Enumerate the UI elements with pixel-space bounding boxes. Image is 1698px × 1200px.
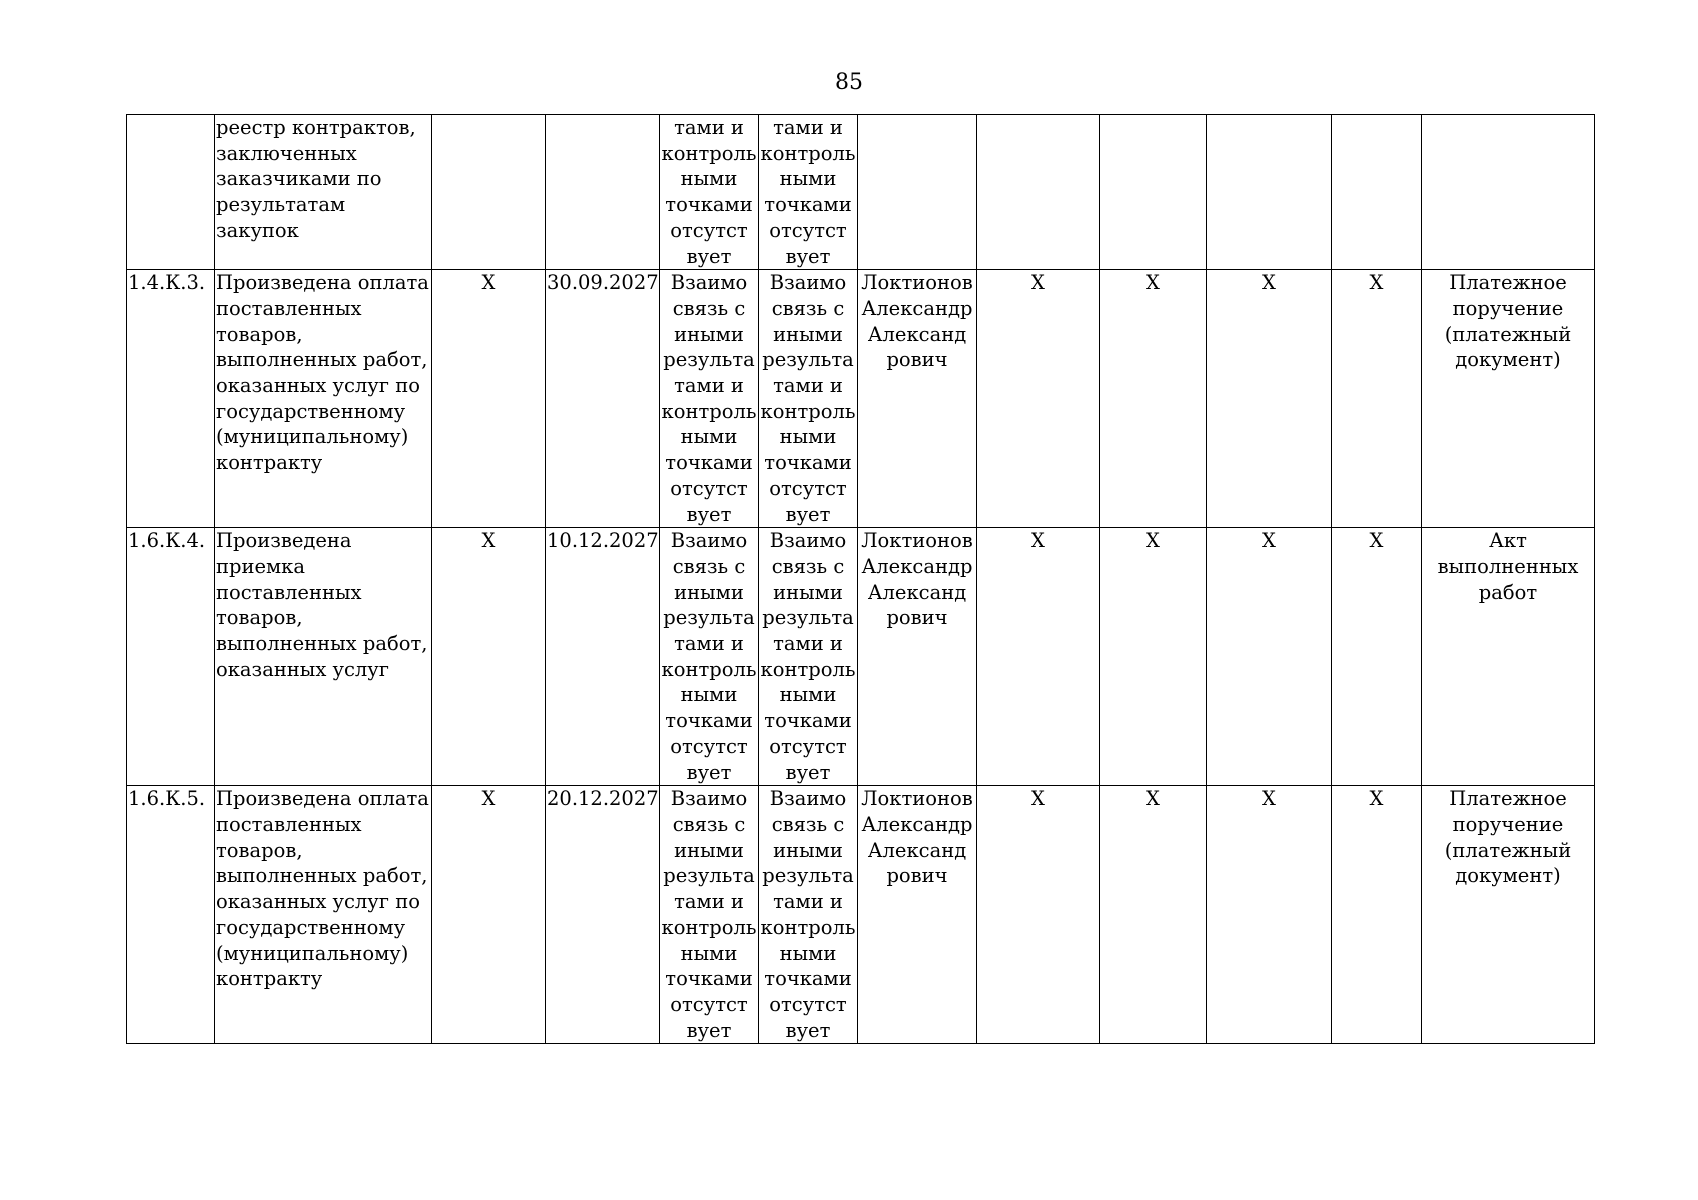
cell-col11: Х xyxy=(1332,786,1422,1044)
cell-col11: Х xyxy=(1332,270,1422,528)
cell-name: Произведена приемка поставленных товаров, выполненных работ, оказанных услуг xyxy=(215,528,432,786)
cell-col10: Х xyxy=(1207,786,1332,1044)
cell-col10: Х xyxy=(1207,270,1332,528)
cell-col8: Х xyxy=(977,528,1100,786)
cell-responsible xyxy=(858,115,977,270)
cell-name: реестр контрактов, заключенных заказчиками по результатам закупок xyxy=(215,115,432,270)
cell-end: 30.09.2027 xyxy=(546,270,660,528)
cell-end: 20.12.2027 xyxy=(546,786,660,1044)
cell-code xyxy=(127,115,215,270)
cell-link-next: Взаимо связь с иными результа тами и контроль ными точками отсутст вует xyxy=(759,270,858,528)
cell-name: Произведена оплата поставленных товаров, выполненных работ, оказанных услуг по государственному (муниципальному) контракту xyxy=(215,786,432,1044)
cell-link-prev: тами и контроль ными точками отсутст вует xyxy=(660,115,759,270)
cell-link-next: Взаимо связь с иными результа тами и контроль ными точками отсутст вует xyxy=(759,528,858,786)
cell-col8: Х xyxy=(977,786,1100,1044)
cell-col9: Х xyxy=(1100,270,1207,528)
cell-end: 10.12.2027 xyxy=(546,528,660,786)
cell-col9: Х xyxy=(1100,528,1207,786)
control-points-table xyxy=(126,114,1595,1044)
cell-col8: Х xyxy=(977,270,1100,528)
cell-col9 xyxy=(1100,115,1207,270)
table-row xyxy=(127,786,1595,1044)
cell-responsible: Локтионов Александр Александ рович xyxy=(858,528,977,786)
cell-start: Х xyxy=(432,786,546,1044)
cell-responsible: Локтионов Александр Александ рович xyxy=(858,270,977,528)
cell-code: 1.6.К.5. xyxy=(127,786,215,1044)
cell-start: Х xyxy=(432,528,546,786)
cell-col10 xyxy=(1207,115,1332,270)
cell-document: Платежное поручение (платежный документ) xyxy=(1422,786,1595,1044)
cell-link-next: Взаимо связь с иными результа тами и контроль ными точками отсутст вует xyxy=(759,786,858,1044)
table-row xyxy=(127,270,1595,528)
cell-link-prev: Взаимо связь с иными результа тами и контроль ными точками отсутст вует xyxy=(660,786,759,1044)
table-row xyxy=(127,528,1595,786)
cell-end xyxy=(546,115,660,270)
cell-start xyxy=(432,115,546,270)
cell-link-next: тами и контроль ными точками отсутст вует xyxy=(759,115,858,270)
cell-start: Х xyxy=(432,270,546,528)
cell-name: Произведена оплата поставленных товаров, выполненных работ, оказанных услуг по государственному (муниципальному) контракту xyxy=(215,270,432,528)
cell-document: Акт выполненных работ xyxy=(1422,528,1595,786)
cell-document: Платежное поручение (платежный документ) xyxy=(1422,270,1595,528)
cell-responsible: Локтионов Александр Александ рович xyxy=(858,786,977,1044)
cell-link-prev: Взаимо связь с иными результа тами и контроль ными точками отсутст вует xyxy=(660,528,759,786)
table-row xyxy=(127,115,1595,270)
page-number: 85 xyxy=(835,70,863,95)
cell-col8 xyxy=(977,115,1100,270)
cell-col11 xyxy=(1332,115,1422,270)
cell-code: 1.6.К.4. xyxy=(127,528,215,786)
cell-col11: Х xyxy=(1332,528,1422,786)
cell-col10: Х xyxy=(1207,528,1332,786)
cell-link-prev: Взаимо связь с иными результа тами и контроль ными точками отсутст вует xyxy=(660,270,759,528)
cell-col9: Х xyxy=(1100,786,1207,1044)
cell-code: 1.4.К.3. xyxy=(127,270,215,528)
cell-document xyxy=(1422,115,1595,270)
